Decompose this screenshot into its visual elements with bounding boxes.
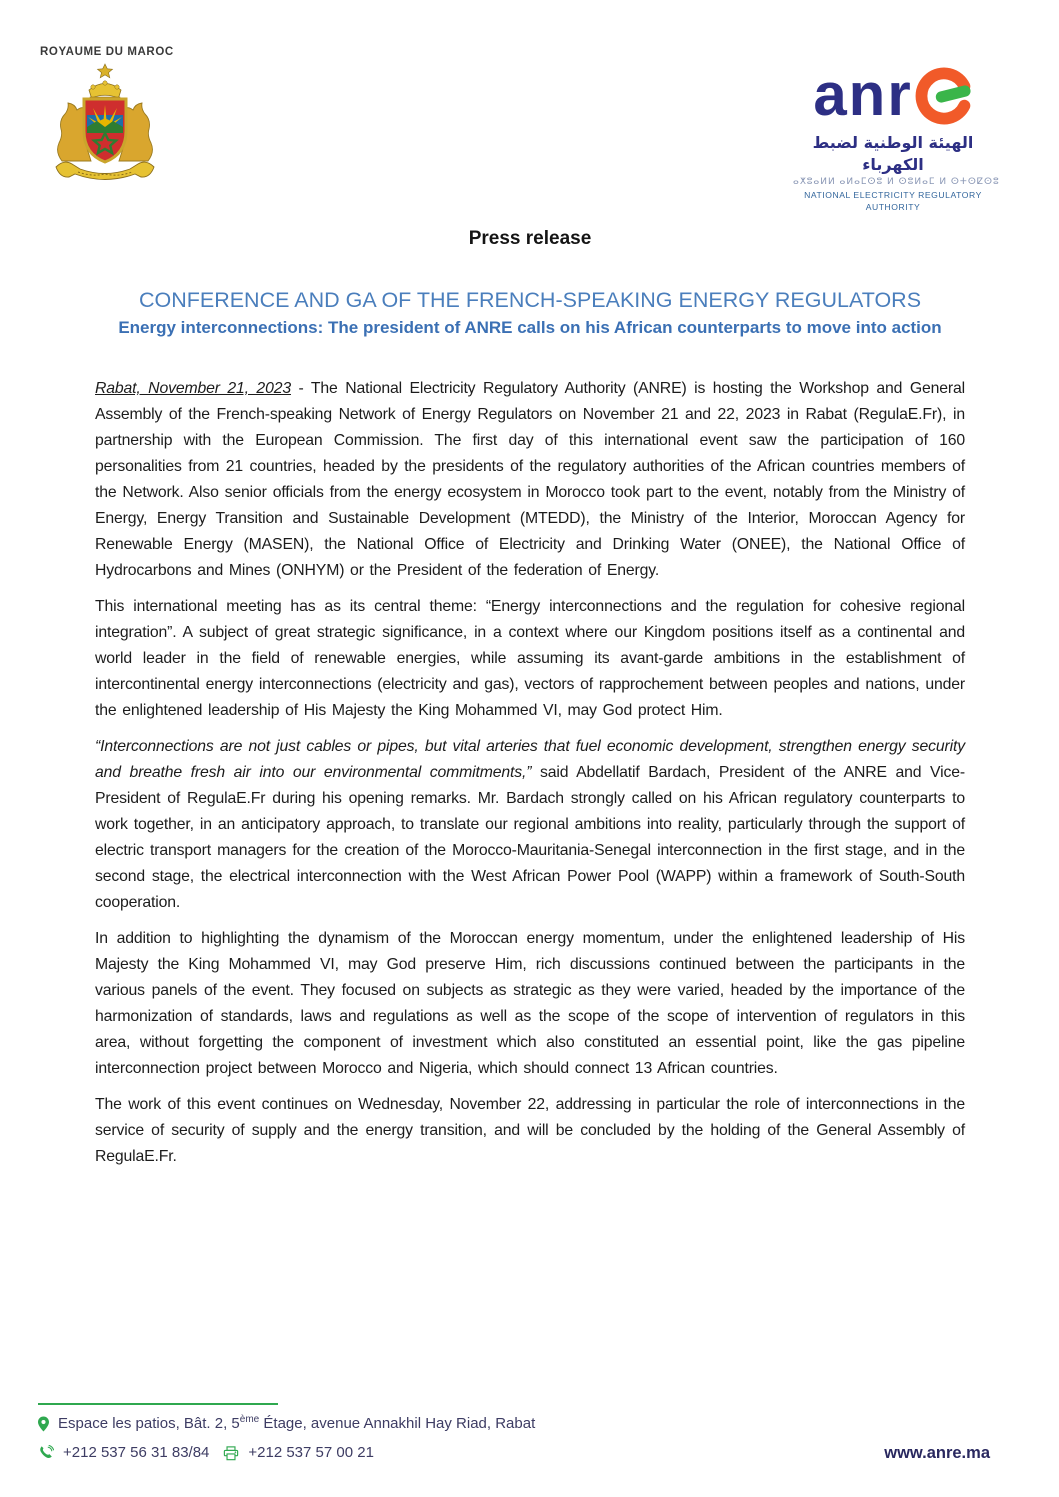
paragraph-panels: In addition to highlighting the dynamism of the Moroccan energy momentum, under the enlightened leadership of His Majesty the King Mohammed VI, may God preserve Him, rich discussions continued between the participants in the various panels of the event. They focused on subjects as strategic as they were varied, headed by the importance of the harmonization of standards, laws and regulations as well as the scope of the scope of intervention of regulators in this area, without forgetting the component of investment which also constituted an essential point, like the gas pipeline interconnection project between Morocco and Nigeria, which should connect 13 African countries. [95, 930, 965, 1077]
address-row [38, 1413, 990, 1435]
anre-latin-name: NATIONAL ELECTRICITY REGULATORY AUTHORITY [804, 190, 982, 212]
paragraph-intro-text: - The National Electricity Regulatory Authority (ANRE) is hosting the Workshop and General Assembly of the French-speaking Network of Energy Regulators on November 21 and 22, 2023 in Rabat (RegulaE.Fr), in partnership with the European Commission. The first day of this international event saw the participation of 160 personalities from 21 countries, headed by the presidents of the regulatory authorities of the African countries members of the Network. Also senior officials from the energy ecosystem in Morocco took part to the event, notably from the Ministry of Energy, Energy Transition and Sustainable Development (MTEDD), the Ministry of the Interior, Moroccan Agency for Renewable Energy (MASEN), the National Office of Electricity and Drinking Water (ONEE), the National Office of Hydrocarbons and Mines (ONHYM) or the President of the federation of Energy. [95, 380, 965, 579]
fax-icon [223, 1446, 239, 1461]
address-prefix: Espace les patios, Bât. 2, 5 [58, 1415, 240, 1432]
phone-number: +212 537 56 31 83/84 [63, 1444, 210, 1461]
paragraph-closing: The work of this event continues on Wednesday, November 22, addressing in particular the role of interconnections in the service of security of supply and the energy transition, and will be concluded by the holding of the General Assembly of RegulaE.Fr. [95, 1096, 965, 1165]
subheadline: Energy interconnections: The president of ANRE calls on his African counterparts to move into action [118, 318, 942, 337]
anre-e-icon [915, 67, 973, 125]
anre-wordmark [793, 58, 993, 132]
location-pin-icon [38, 1416, 49, 1432]
headline: CONFERENCE AND GA OF THE FRENCH-SPEAKING ENERGY REGULATORS [138, 288, 922, 312]
anre-arabic-name: الهيئة الوطنية لضبط الكهرباء [812, 133, 974, 174]
anre-tifinagh-name: ⴰⵅⵓⴰⵍⵍ ⴰⵍⴰⵎⵙⵓ ⵍ ⵙⵓⵍⴰⵎ ⵍ ⵙⵜⵙⵇⵙⵓ [793, 177, 1000, 187]
anre-wordmark-text: anr [813, 61, 913, 128]
president-quote: “Interconnections are not just cables or pipes, but vital arteries that fuel economic development, strengthen energy security and breathe fresh air into our environmental commitments,” [95, 738, 965, 781]
address-text [58, 1413, 535, 1435]
paragraph-quote-text: said Abdellatif Bardach, President of the ANRE and Vice-President of RegulaE.Fr during his opening remarks. Mr. Bardach strongly called on his African regulatory counterparts to work together, in an anticipatory approach, to translate our regional ambitions into reality, particularly through the support of electric transport managers for the creation of the Morocco-Mauritania-Senegal interconnection in the first stage, and in the second stage, the electrical interconnection with the West African Power Pool (WAPP) within a framework of South-South cooperation. [95, 764, 965, 911]
footer-divider [38, 1403, 278, 1405]
press-release-title: Press release [468, 228, 592, 249]
document-body [95, 228, 965, 1180]
website-link[interactable]: www.anre.ma [884, 1444, 990, 1462]
footer [38, 1403, 990, 1471]
anre-logo [793, 58, 1000, 213]
address-floor-sup: ème [239, 1414, 260, 1425]
contact-row [38, 1442, 990, 1464]
dateline: Rabat, November 21, 2023 [95, 380, 291, 397]
kingdom-label: ROYAUME DU MAROC [40, 46, 174, 58]
paragraph-theme: This international meeting has as its central theme: “Energy interconnections and the regulation for cohesive regional integration”. A subject of great strategic significance, in a context where our Kingdom positions itself as a continental and world leader in the field of renewable energies, while assuming its avant-garde ambitions in the establishment of intercontinental energy interconnections (electricity and gas), vectors of rapprochement between peoples and nations, under the enlightened leadership of His Majesty the King Mohammed VI, may God protect Him. [95, 598, 965, 719]
fax-number: +212 537 57 00 21 [248, 1444, 374, 1461]
paragraph-quote [95, 734, 965, 916]
morocco-coat-of-arms-icon [46, 63, 164, 189]
phone-icon [38, 1445, 54, 1461]
paragraph-intro [95, 376, 965, 584]
address-rest: Étage, avenue Annakhil Hay Riad, Rabat [259, 1415, 536, 1432]
